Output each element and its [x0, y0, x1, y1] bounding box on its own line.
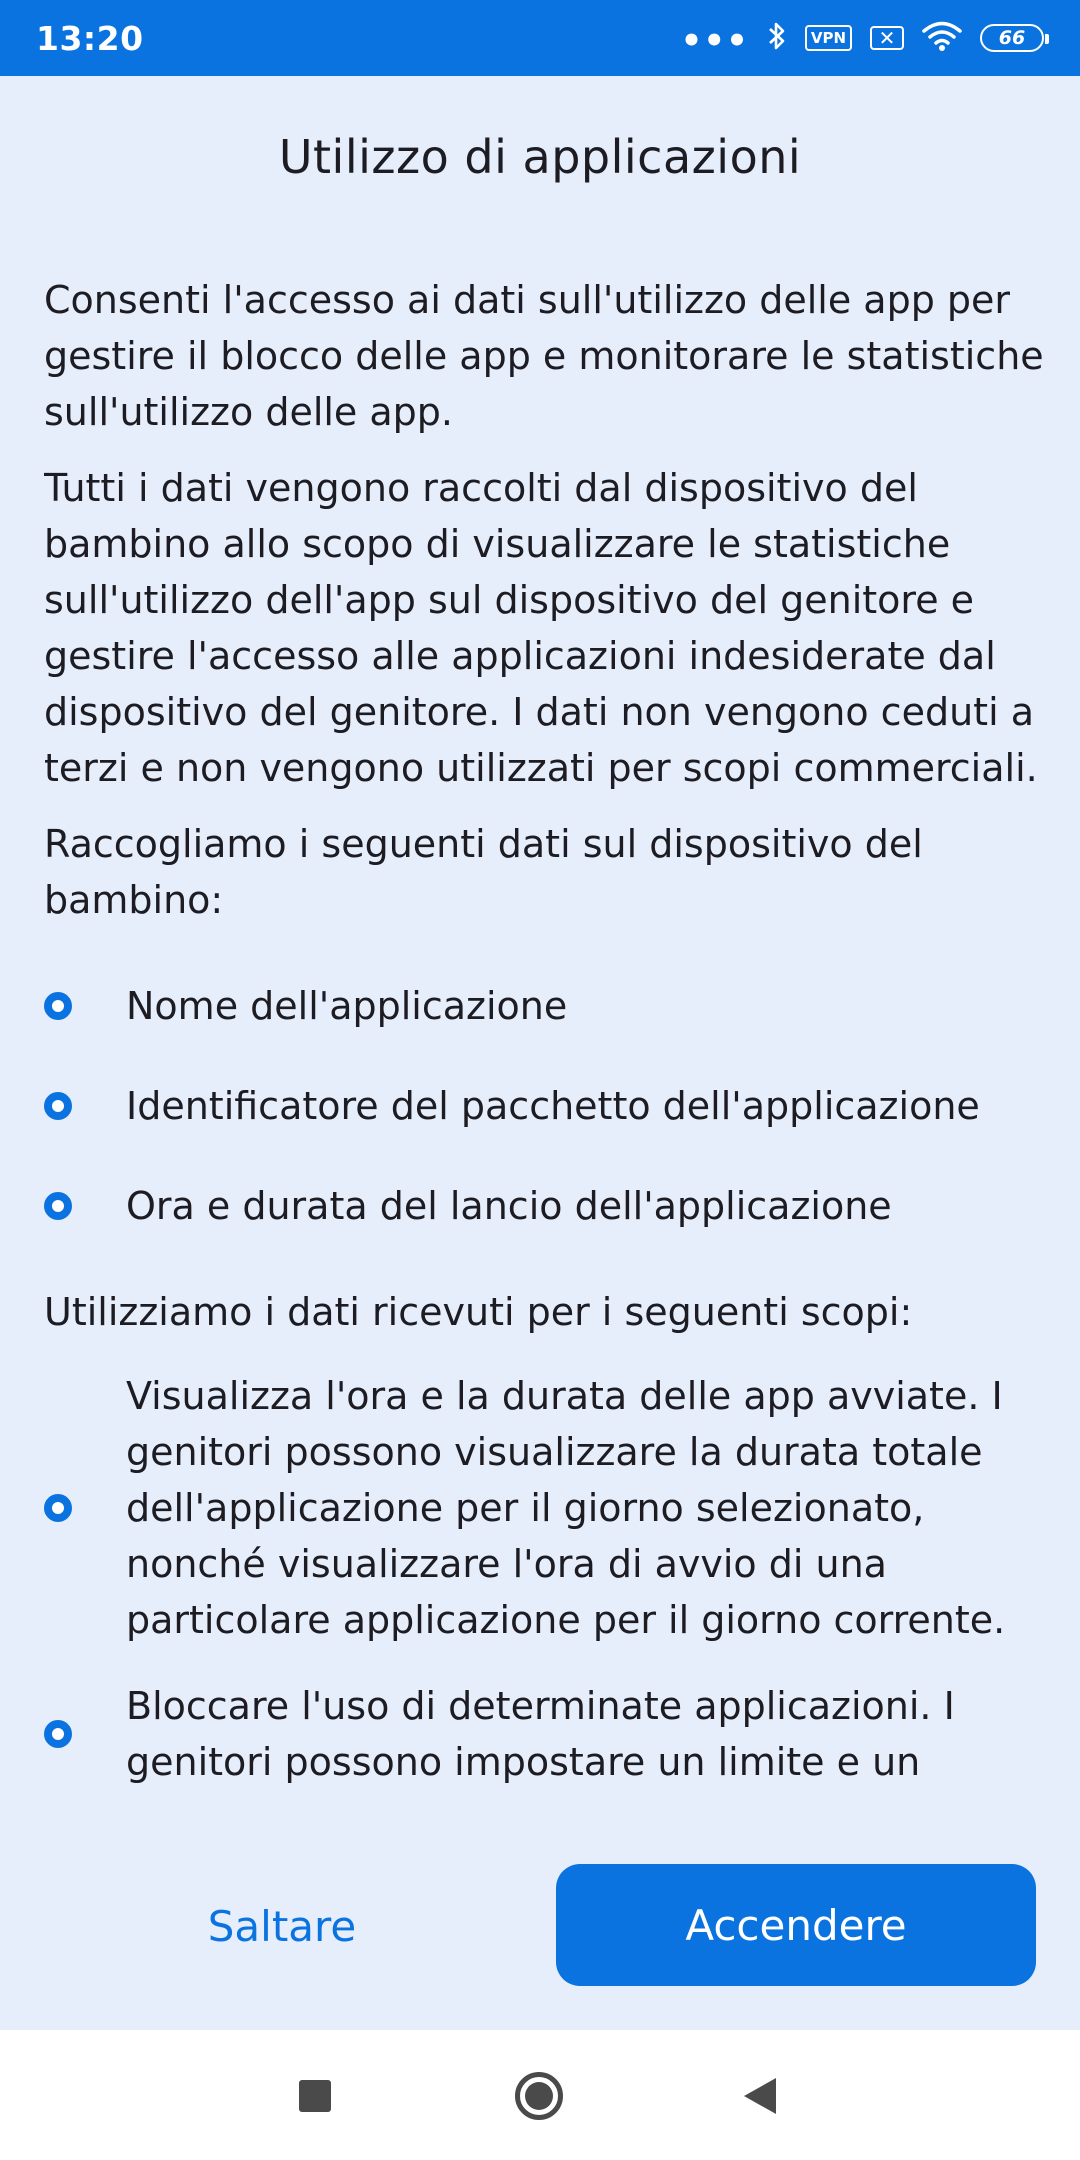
bluetooth-icon	[767, 20, 787, 56]
bullet-icon	[44, 992, 72, 1020]
list-item-label: Nome dell'applicazione	[126, 984, 568, 1028]
intro-paragraph: Consenti l'accesso ai dati sull'utilizzo delle app per gestire il blocco delle app e monitorare le statistiche sull'utilizzo delle app.	[44, 278, 1044, 434]
data-policy-paragraph: Tutti i dati vengono raccolti dal dispositivo del bambino allo scopo di visualizzare le statistiche sull'utilizzo dell'app sul dispositivo del genitore e gestire l'accesso alle applicazioni indesiderate dal dispositivo del genitore. I dati non vengono ceduti a terzi e non vengono utilizzati per scopi commerciali.	[44, 466, 1038, 790]
home-icon[interactable]	[515, 2072, 563, 2120]
recents-icon[interactable]	[299, 2080, 331, 2112]
list-item	[44, 1368, 1044, 1648]
purposes-intro: Utilizziamo i dati ricevuti per i seguenti scopi:	[44, 1290, 913, 1334]
enable-button[interactable]: Accendere	[556, 1864, 1036, 1986]
wifi-icon	[922, 20, 962, 56]
bullet-icon	[44, 1092, 72, 1120]
status-icons	[680, 20, 1044, 61]
status-bar	[0, 0, 1080, 76]
vpn-icon: VPN	[805, 25, 852, 51]
list-item-label: Bloccare l'uso di determinate applicazioni. I genitori possono impostare un limite e un	[126, 1684, 955, 1784]
system-nav-bar	[0, 2030, 1080, 2160]
page-title: Utilizzo di applicazioni	[278, 130, 802, 184]
battery-icon	[980, 24, 1044, 52]
skip-button[interactable]: Saltare	[207, 1901, 357, 1951]
purposes-list	[44, 1368, 1044, 1790]
list-item	[44, 1678, 1044, 1790]
sim-off-icon: ✕	[870, 26, 904, 50]
permission-description[interactable]	[44, 272, 1044, 1842]
bullet-icon	[44, 1494, 72, 1522]
list-item-label: Visualizza l'ora e la durata delle app avviate. I genitori possono visualizzare la durata totale dell'applicazione per il giorno selezionato, nonché visualizzare l'ora di avvio di una particolare applicazione per il giorno corrente.	[126, 1374, 1006, 1642]
bullet-icon	[44, 1720, 72, 1748]
notification-dots: •••	[680, 21, 749, 61]
list-item-label: Ora e durata del lancio dell'applicazione	[126, 1184, 892, 1228]
back-icon[interactable]	[744, 2078, 776, 2114]
status-time: 13:20	[36, 18, 144, 58]
list-item	[44, 1156, 1044, 1256]
collected-data-list	[44, 956, 1044, 1256]
collected-data-intro: Raccogliamo i seguenti dati sul dispositivo del bambino:	[44, 822, 923, 922]
list-item-label: Identificatore del pacchetto dell'applicazione	[126, 1084, 980, 1128]
bullet-icon	[44, 1192, 72, 1220]
list-item	[44, 956, 1044, 1056]
list-item	[44, 1056, 1044, 1156]
battery-level: 66	[998, 27, 1026, 49]
